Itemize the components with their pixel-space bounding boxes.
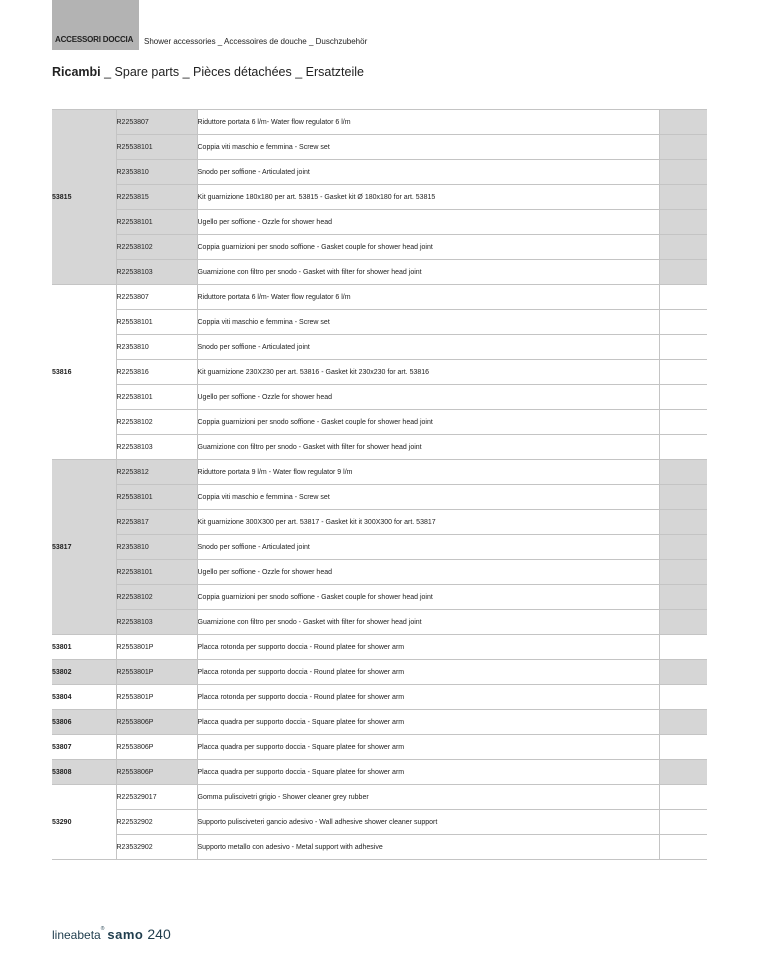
- table-row: [52, 560, 707, 585]
- shade-cell: [659, 310, 707, 335]
- table-row: [52, 735, 707, 760]
- table-row: [52, 810, 707, 835]
- part-code: R2553806P: [116, 735, 197, 760]
- shade-cell: [659, 485, 707, 510]
- part-code: R2553801P: [116, 660, 197, 685]
- part-description: Kit guarnizione 180x180 per art. 53815 - Gasket kit Ø 180x180 for art. 53815: [197, 185, 659, 210]
- shade-cell: [659, 635, 707, 660]
- table-row: [52, 485, 707, 510]
- table-row: [52, 360, 707, 385]
- table-row: [52, 110, 707, 135]
- part-code: R25538101: [116, 135, 197, 160]
- shade-cell: [659, 160, 707, 185]
- table-row: [52, 585, 707, 610]
- table-row: [52, 335, 707, 360]
- part-code: R22538101: [116, 385, 197, 410]
- part-description: Placca rotonda per supporto doccia - Round platee for shower arm: [197, 635, 659, 660]
- part-description: Placca rotonda per supporto doccia - Round platee for shower arm: [197, 660, 659, 685]
- part-code: R2353810: [116, 335, 197, 360]
- part-description: Riduttore portata 6 l/m- Water flow regulator 6 l/m: [197, 285, 659, 310]
- article-number: 53804: [52, 685, 116, 710]
- page-title: [52, 65, 364, 79]
- part-description: Ugello per soffione - Ozzle for shower head: [197, 210, 659, 235]
- part-description: Coppia guarnizioni per snodo soffione - Gasket couple for shower head joint: [197, 235, 659, 260]
- shade-cell: [659, 235, 707, 260]
- table-row: [52, 235, 707, 260]
- article-number: 53802: [52, 660, 116, 685]
- page-footer: [52, 926, 171, 944]
- shade-cell: [659, 510, 707, 535]
- part-description: Riduttore portata 9 l/m - Water flow regulator 9 l/m: [197, 460, 659, 485]
- article-number: 53816: [52, 285, 116, 460]
- page-number: 240: [147, 926, 171, 942]
- shade-cell: [659, 710, 707, 735]
- shade-cell: [659, 785, 707, 810]
- part-code: R2353810: [116, 160, 197, 185]
- table-row: [52, 685, 707, 710]
- part-description: Placca quadra per supporto doccia - Square platee for shower arm: [197, 760, 659, 785]
- table-row: [52, 135, 707, 160]
- article-number: 53807: [52, 735, 116, 760]
- shade-cell: [659, 260, 707, 285]
- shade-cell: [659, 110, 707, 135]
- table-row: [52, 535, 707, 560]
- spare-parts-table-body: [52, 110, 707, 860]
- part-description: Supporto metallo con adesivo - Metal support with adhesive: [197, 835, 659, 860]
- part-description: Supporto pulisciveteri gancio adesivo - Wall adhesive shower cleaner support: [197, 810, 659, 835]
- shade-cell: [659, 360, 707, 385]
- brand-lineabeta: lineabeta: [52, 928, 101, 942]
- part-description: Ugello per soffione - Ozzle for shower head: [197, 385, 659, 410]
- shade-cell: [659, 585, 707, 610]
- shade-cell: [659, 135, 707, 160]
- article-number: 53815: [52, 110, 116, 285]
- part-code: R25538101: [116, 310, 197, 335]
- spare-parts-table: [52, 109, 707, 860]
- page-title-rest: _ Spare parts _ Pièces détachées _ Ersatzteile: [100, 65, 364, 79]
- shade-cell: [659, 385, 707, 410]
- part-code: R22538103: [116, 435, 197, 460]
- table-row: [52, 160, 707, 185]
- part-code: R2553806P: [116, 710, 197, 735]
- brand-samo: samo: [107, 927, 144, 942]
- part-code: R2253817: [116, 510, 197, 535]
- part-code: R2553801P: [116, 685, 197, 710]
- part-code: R2553806P: [116, 760, 197, 785]
- shade-cell: [659, 185, 707, 210]
- part-code: R2253807: [116, 110, 197, 135]
- table-row: [52, 385, 707, 410]
- part-code: R2553801P: [116, 635, 197, 660]
- table-row: [52, 785, 707, 810]
- part-code: R22538102: [116, 585, 197, 610]
- shade-cell: [659, 735, 707, 760]
- part-description: Coppia viti maschio e femmina - Screw set: [197, 485, 659, 510]
- shade-cell: [659, 210, 707, 235]
- table-row: [52, 260, 707, 285]
- part-code: R22538103: [116, 260, 197, 285]
- article-number: 53290: [52, 785, 116, 860]
- table-row: [52, 835, 707, 860]
- part-description: Coppia guarnizioni per snodo soffione - Gasket couple for shower head joint: [197, 410, 659, 435]
- part-description: Snodo per soffione - Articulated joint: [197, 160, 659, 185]
- part-code: R23532902: [116, 835, 197, 860]
- shade-cell: [659, 335, 707, 360]
- shade-cell: [659, 660, 707, 685]
- part-description: Guarnizione con filtro per snodo - Gasket with filter for shower head joint: [197, 260, 659, 285]
- shade-cell: [659, 410, 707, 435]
- part-description: Kit guarnizione 230X230 per art. 53816 - Gasket kit 230x230 for art. 53816: [197, 360, 659, 385]
- part-code: R2253812: [116, 460, 197, 485]
- shade-cell: [659, 760, 707, 785]
- part-description: Coppia guarnizioni per snodo soffione - Gasket couple for shower head joint: [197, 585, 659, 610]
- table-row: [52, 435, 707, 460]
- part-description: Kit guarnizione 300X300 per art. 53817 - Gasket kit it 300X300 for art. 53817: [197, 510, 659, 535]
- part-description: Placca rotonda per supporto doccia - Round platee for shower arm: [197, 685, 659, 710]
- part-code: R22538102: [116, 410, 197, 435]
- table-row: [52, 210, 707, 235]
- part-code: R22538101: [116, 210, 197, 235]
- part-code: R225329017: [116, 785, 197, 810]
- part-description: Placca quadra per supporto doccia - Square platee for shower arm: [197, 710, 659, 735]
- table-row: [52, 610, 707, 635]
- section-tag-label: ACCESSORI DOCCIA: [55, 35, 134, 44]
- part-description: Riduttore portata 6 l/m- Water flow regulator 6 l/m: [197, 110, 659, 135]
- part-code: R22538103: [116, 610, 197, 635]
- part-description: Coppia viti maschio e femmina - Screw set: [197, 135, 659, 160]
- part-description: Coppia viti maschio e femmina - Screw set: [197, 310, 659, 335]
- table-row: [52, 460, 707, 485]
- part-description: Ugello per soffione - Ozzle for shower head: [197, 560, 659, 585]
- shade-cell: [659, 435, 707, 460]
- table-row: [52, 410, 707, 435]
- part-code: R22538101: [116, 560, 197, 585]
- part-description: Snodo per soffione - Articulated joint: [197, 535, 659, 560]
- table-row: [52, 760, 707, 785]
- part-description: Gomma puliscivetri grigio - Shower cleaner grey rubber: [197, 785, 659, 810]
- shade-cell: [659, 285, 707, 310]
- part-code: R2253815: [116, 185, 197, 210]
- part-code: R25538101: [116, 485, 197, 510]
- table-row: [52, 185, 707, 210]
- shade-cell: [659, 560, 707, 585]
- part-description: Placca quadra per supporto doccia - Square platee for shower arm: [197, 735, 659, 760]
- shade-cell: [659, 610, 707, 635]
- part-description: Guarnizione con filtro per snodo - Gasket with filter for shower head joint: [197, 610, 659, 635]
- table-row: [52, 285, 707, 310]
- article-number: 53801: [52, 635, 116, 660]
- article-number: 53806: [52, 710, 116, 735]
- section-tag: [52, 0, 139, 50]
- table-row: [52, 660, 707, 685]
- shade-cell: [659, 835, 707, 860]
- shade-cell: [659, 535, 707, 560]
- page-title-bold: Ricambi: [52, 65, 101, 79]
- article-number: 53808: [52, 760, 116, 785]
- part-code: R22538102: [116, 235, 197, 260]
- shade-cell: [659, 685, 707, 710]
- part-description: Snodo per soffione - Articulated joint: [197, 335, 659, 360]
- shade-cell: [659, 460, 707, 485]
- part-code: R2253816: [116, 360, 197, 385]
- registered-mark: ®: [100, 926, 105, 932]
- part-code: R22532902: [116, 810, 197, 835]
- table-row: [52, 635, 707, 660]
- article-number: 53817: [52, 460, 116, 635]
- section-subtitle: Shower accessories _ Accessoires de douche _ Duschzubehör: [144, 37, 368, 46]
- table-row: [52, 710, 707, 735]
- shade-cell: [659, 810, 707, 835]
- part-code: R2253807: [116, 285, 197, 310]
- part-description: Guarnizione con filtro per snodo - Gasket with filter for shower head joint: [197, 435, 659, 460]
- part-code: R2353810: [116, 535, 197, 560]
- table-row: [52, 510, 707, 535]
- table-row: [52, 310, 707, 335]
